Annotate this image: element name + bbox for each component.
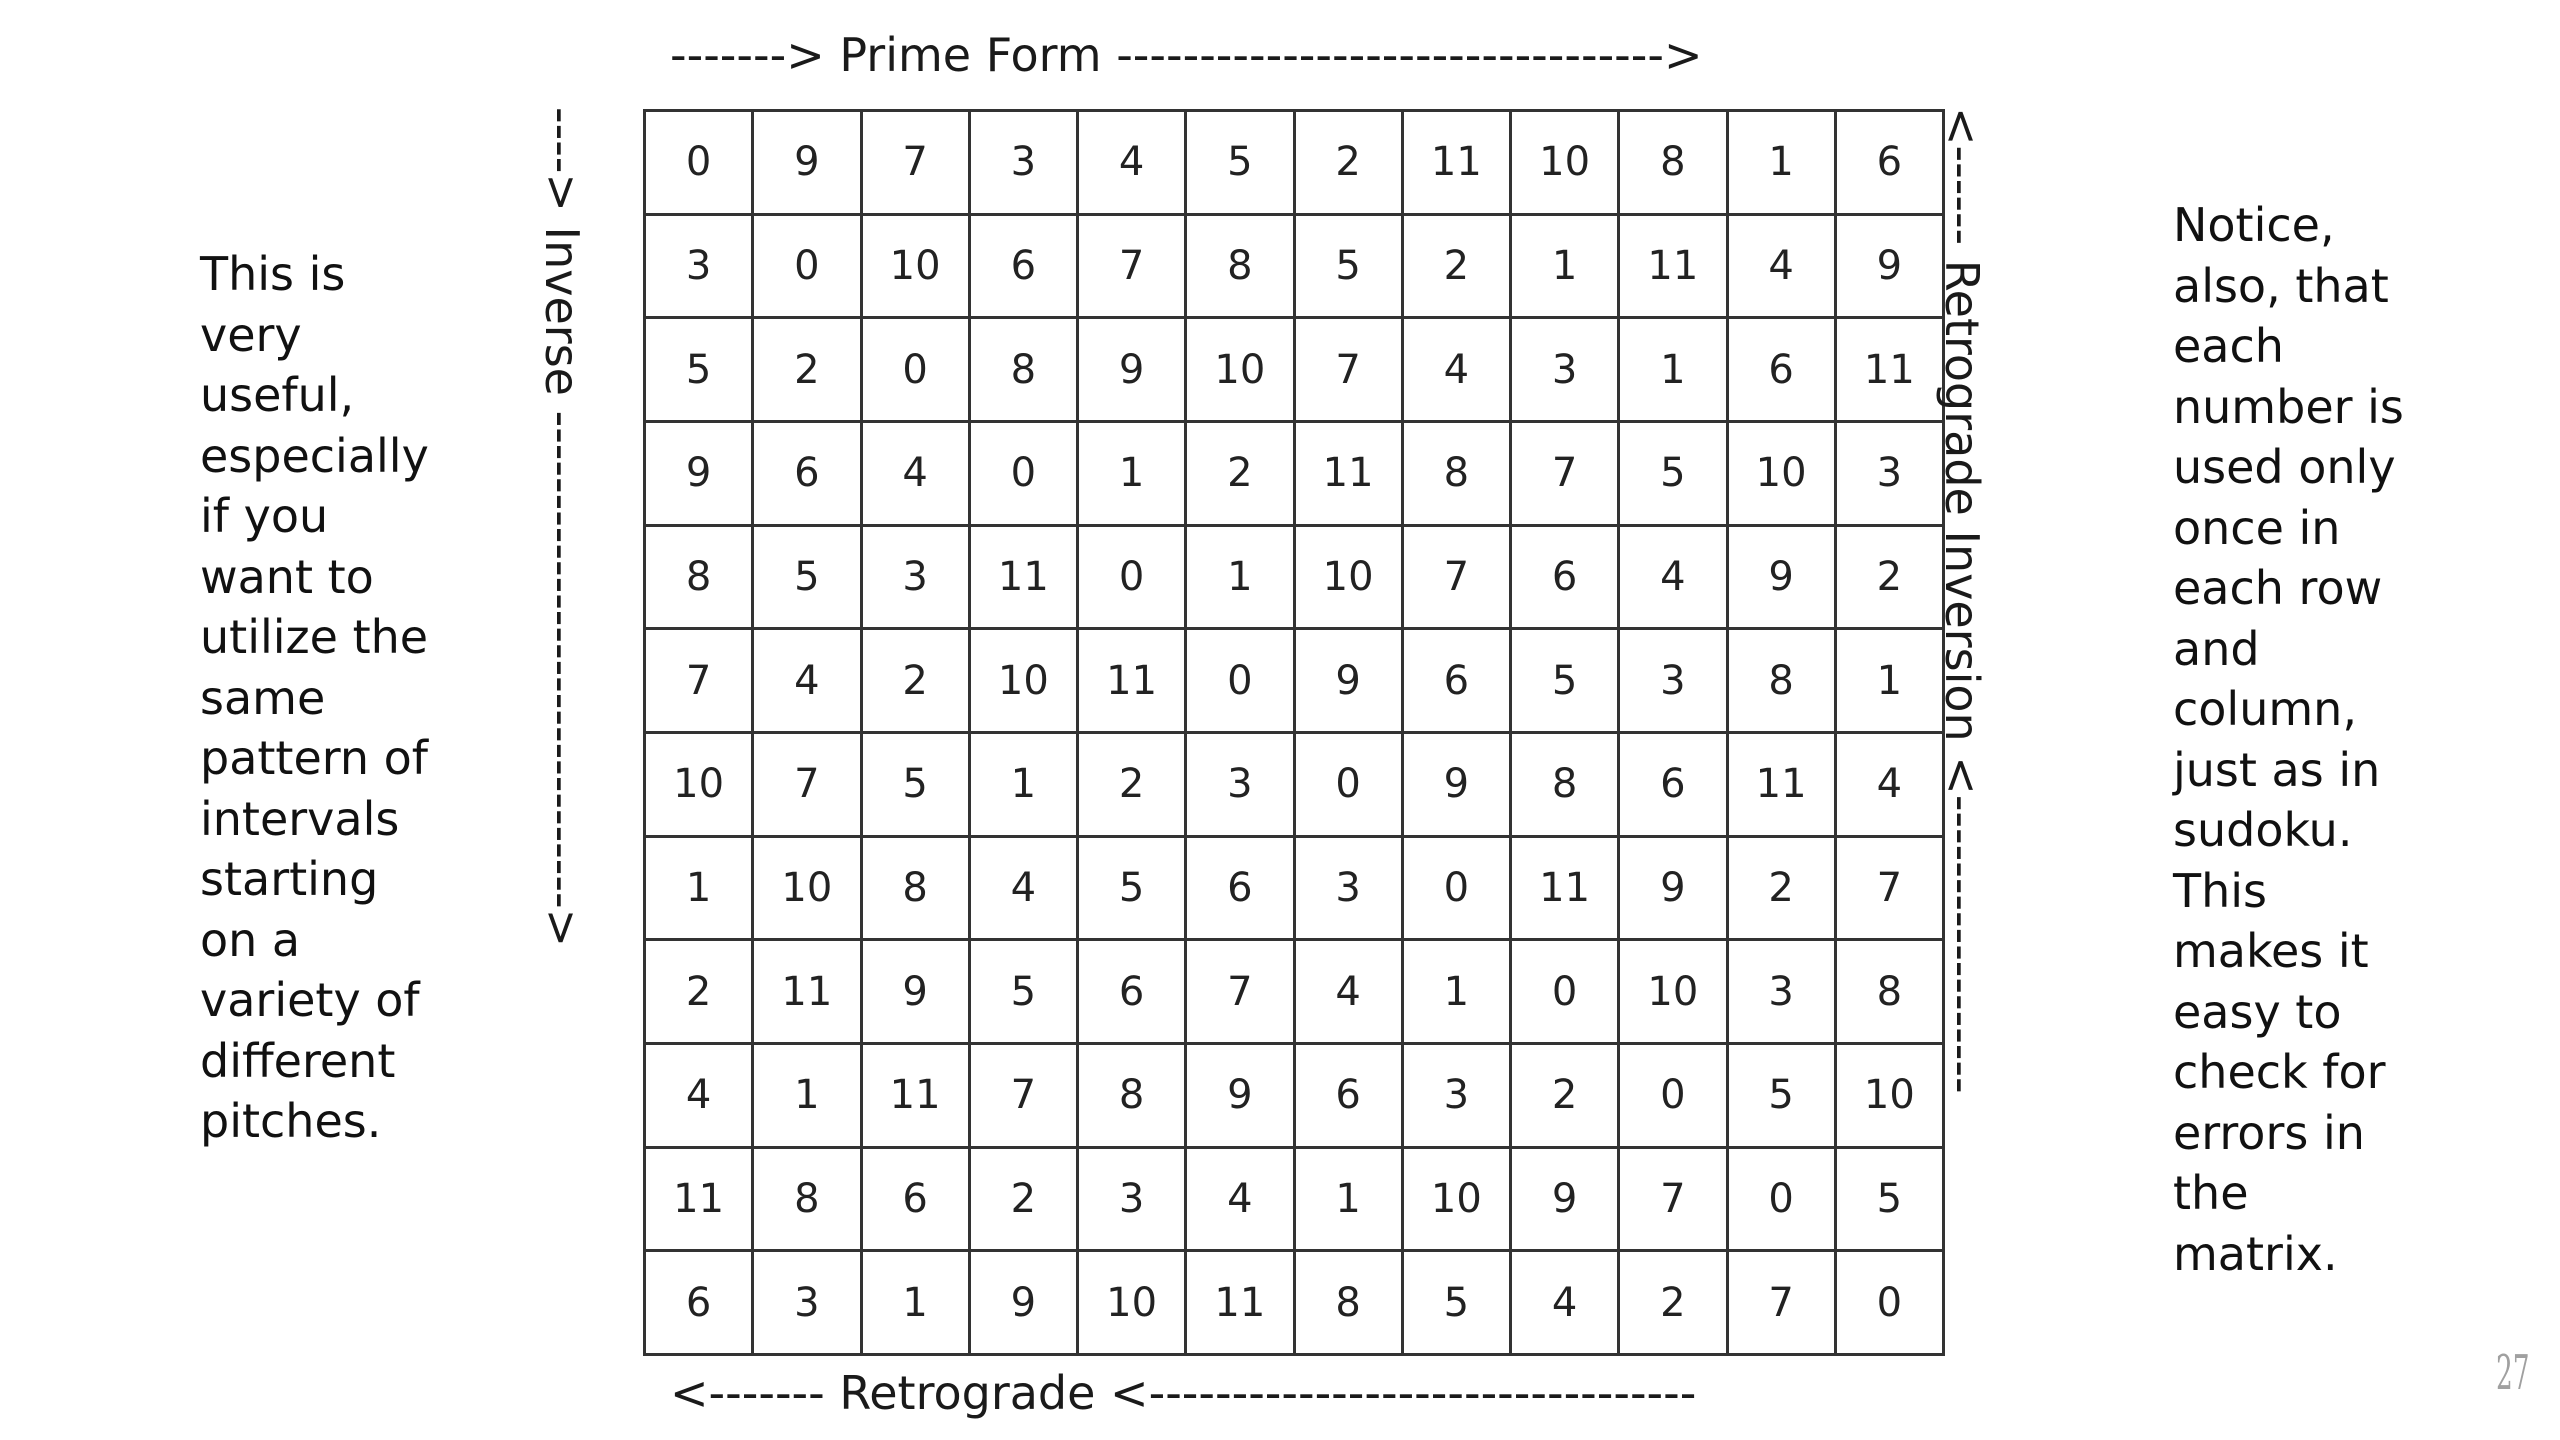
matrix-row [645,1251,1944,1355]
matrix-row [645,525,1944,629]
matrix-row [645,1147,1944,1251]
matrix-row [645,836,1944,940]
note-line: intervals [200,791,400,846]
matrix-row [645,111,1944,215]
matrix-cell: 9 [1294,629,1402,733]
matrix-cell: 8 [1835,940,1943,1044]
matrix-cell: 9 [1186,1043,1294,1147]
matrix-cell: 2 [753,318,861,422]
matrix-cell: 9 [1078,318,1186,422]
note-line: utilize the [200,610,429,664]
matrix-cell: 8 [1078,1043,1186,1147]
matrix-cell: 2 [1727,836,1835,940]
matrix-cell: 10 [1727,421,1835,525]
matrix-cell: 2 [1186,421,1294,525]
note-line: just as in [2173,742,2381,797]
matrix-cell: 10 [753,836,861,940]
matrix-cell: 10 [969,629,1077,733]
matrix-cell: 0 [753,214,861,318]
matrix-cell: 7 [1619,1147,1727,1251]
note-line: Notice, [2173,198,2335,252]
matrix-cell: 4 [1835,732,1943,836]
matrix-cell: 1 [969,732,1077,836]
matrix-cell: 7 [969,1043,1077,1147]
matrix-cell: 0 [1402,836,1510,940]
matrix-cell: 7 [753,732,861,836]
matrix-cell: 10 [645,732,753,836]
matrix-cell: 0 [1511,940,1619,1044]
matrix-cell: 3 [645,214,753,318]
matrix-cell: 1 [861,1251,969,1355]
matrix-cell: 1 [1078,421,1186,525]
matrix-cell: 6 [1727,318,1835,422]
note-line: each [2173,319,2284,373]
matrix-cell: 9 [1402,732,1510,836]
matrix-cell: 11 [1511,836,1619,940]
matrix-row [645,421,1944,525]
matrix-cell: 4 [753,629,861,733]
matrix-cell: 6 [1511,525,1619,629]
matrix-cell: 1 [1727,111,1835,215]
matrix-cell: 4 [1294,940,1402,1044]
matrix-row [645,1043,1944,1147]
matrix-cell: 5 [1294,214,1402,318]
matrix-cell: 3 [753,1251,861,1355]
matrix-cell: 5 [1835,1147,1943,1251]
matrix-cell: 3 [1727,940,1835,1044]
matrix-cell: 11 [1727,732,1835,836]
note-line: easy to [2173,984,2342,1039]
retrograde-label: <------- Retrograde <--------------------------------- [670,1366,1697,1420]
matrix-cell: 5 [645,318,753,422]
matrix-cell: 9 [1727,525,1835,629]
note-line: This is [200,247,346,301]
matrix-cell: 8 [1294,1251,1402,1355]
matrix-cell: 1 [1835,629,1943,733]
matrix-cell: 3 [1511,318,1619,422]
matrix-cell: 5 [1511,629,1619,733]
note-line: number is [2173,379,2404,434]
matrix-cell: 7 [1727,1251,1835,1355]
matrix-cell: 1 [1511,214,1619,318]
matrix-cell: 0 [1078,525,1186,629]
note-line: once in [2173,500,2341,555]
matrix-cell: 8 [1402,421,1510,525]
retrograde-inversion-label: <------ Retrograde Inversion <------------------ [1935,107,1989,1094]
matrix-cell: 3 [1078,1147,1186,1251]
note-line: pitches. [200,1094,382,1148]
note-line: if you [200,489,329,543]
matrix-cell: 1 [753,1043,861,1147]
matrix-cell: 7 [1835,836,1943,940]
matrix-cell: 5 [969,940,1077,1044]
note-line: sudoku. [2173,803,2353,857]
twelve-tone-matrix [643,109,1945,1356]
matrix-row [645,940,1944,1044]
matrix-cell: 7 [1402,525,1510,629]
matrix-row [645,629,1944,733]
note-line: errors in [2173,1105,2365,1160]
matrix-cell: 3 [1402,1043,1510,1147]
matrix-cell: 1 [1294,1147,1402,1251]
matrix-cell: 5 [1619,421,1727,525]
matrix-cell: 9 [645,421,753,525]
note-line: useful, [200,368,355,422]
matrix-cell: 5 [1727,1043,1835,1147]
matrix-cell: 4 [1619,525,1727,629]
matrix-cell: 11 [645,1147,753,1251]
matrix-cell: 6 [1402,629,1510,733]
matrix-cell: 9 [1619,836,1727,940]
matrix-cell: 8 [1619,111,1727,215]
matrix-cell: 8 [969,318,1077,422]
matrix-cell: 4 [1511,1251,1619,1355]
matrix-cell: 9 [861,940,969,1044]
matrix-cell: 10 [1619,940,1727,1044]
note-line: pattern of [200,731,428,785]
matrix-cell: 3 [1619,629,1727,733]
matrix-cell: 2 [1511,1043,1619,1147]
matrix-cell: 3 [1186,732,1294,836]
matrix-cell: 11 [861,1043,969,1147]
matrix-cell: 10 [1186,318,1294,422]
matrix-cell: 5 [1186,111,1294,215]
matrix-cell: 10 [1511,111,1619,215]
note-line: same [200,670,326,725]
note-line: very [200,307,302,362]
note-line: matrix. [2173,1226,2338,1281]
matrix-cell: 4 [1186,1147,1294,1251]
matrix-cell: 7 [1078,214,1186,318]
matrix-cell: 8 [1186,214,1294,318]
note-line: each row [2173,561,2383,615]
note-line: especially [200,428,429,483]
matrix-cell: 8 [861,836,969,940]
matrix-cell: 10 [861,214,969,318]
matrix-cell: 2 [1294,111,1402,215]
matrix-cell: 2 [645,940,753,1044]
left-note [200,244,460,1152]
matrix-cell: 5 [753,525,861,629]
matrix-cell: 8 [1727,629,1835,733]
right-note [2173,195,2433,1284]
matrix-cell: 2 [1835,525,1943,629]
note-line: variety of [200,973,420,1027]
matrix-cell: 0 [1294,732,1402,836]
matrix-cell: 10 [1402,1147,1510,1251]
matrix-cell: 0 [1727,1147,1835,1251]
matrix-cell: 11 [1619,214,1727,318]
matrix-cell: 7 [645,629,753,733]
matrix-cell: 5 [1402,1251,1510,1355]
matrix-cell: 1 [1402,940,1510,1044]
matrix-cell: 3 [1835,421,1943,525]
matrix-cell: 1 [1186,525,1294,629]
matrix-cell: 1 [645,836,753,940]
matrix-cell: 7 [1511,421,1619,525]
matrix-cell: 4 [1727,214,1835,318]
matrix-cell: 5 [861,732,969,836]
matrix-cell: 9 [1511,1147,1619,1251]
matrix-cell: 11 [753,940,861,1044]
matrix-cell: 6 [1835,111,1943,215]
matrix-cell: 10 [1294,525,1402,629]
note-line: also, that [2173,258,2389,313]
matrix-cell: 9 [1835,214,1943,318]
note-line: check for [2173,1045,2386,1099]
matrix-row [645,214,1944,318]
matrix-cell: 6 [1186,836,1294,940]
matrix-cell: 8 [753,1147,861,1251]
matrix-row [645,732,1944,836]
matrix-cell: 11 [1835,318,1943,422]
matrix-cell: 0 [1835,1251,1943,1355]
note-line: makes it [2173,924,2369,978]
matrix-cell: 2 [1619,1251,1727,1355]
note-line: column, [2173,682,2357,736]
matrix-cell: 4 [1402,318,1510,422]
note-line: want to [200,549,374,604]
matrix-cell: 11 [1294,421,1402,525]
matrix-cell: 0 [645,111,753,215]
matrix-cell: 2 [1402,214,1510,318]
note-line: This [2173,863,2267,918]
note-line: and [2173,621,2260,676]
matrix-cell: 10 [1078,1251,1186,1355]
matrix-cell: 9 [753,111,861,215]
matrix-cell: 0 [861,318,969,422]
note-line: the [2173,1166,2249,1220]
matrix-cell: 2 [969,1147,1077,1251]
matrix-cell: 11 [969,525,1077,629]
prime-form-label: -------> Prime Form ---------------------------------> [670,28,1703,82]
matrix-cell: 5 [1078,836,1186,940]
matrix-cell: 7 [1186,940,1294,1044]
matrix-cell: 3 [1294,836,1402,940]
note-line: on a [200,912,301,967]
matrix-cell: 6 [861,1147,969,1251]
note-line: different [200,1033,396,1088]
matrix-cell: 1 [1619,318,1727,422]
matrix-cell: 6 [1619,732,1727,836]
matrix-cell: 4 [969,836,1077,940]
matrix-row [645,318,1944,422]
page-number: 27 [2496,1345,2530,1401]
note-line: starting [200,852,379,906]
matrix-cell: 8 [1511,732,1619,836]
matrix-cell: 11 [1402,111,1510,215]
matrix-cell: 6 [1078,940,1186,1044]
note-line: used only [2173,440,2396,494]
matrix-cell: 6 [645,1251,753,1355]
matrix-cell: 9 [969,1251,1077,1355]
matrix-cell: 2 [861,629,969,733]
matrix-cell: 4 [861,421,969,525]
matrix-cell: 6 [1294,1043,1402,1147]
matrix-cell: 3 [861,525,969,629]
matrix-cell: 7 [1294,318,1402,422]
matrix-cell: 0 [969,421,1077,525]
matrix-cell: 2 [1078,732,1186,836]
matrix-cell: 11 [1078,629,1186,733]
matrix-cell: 10 [1835,1043,1943,1147]
matrix-cell: 0 [1619,1043,1727,1147]
matrix-cell: 0 [1186,629,1294,733]
matrix-cell: 6 [753,421,861,525]
inverse-label: ----> Inverse ------------------------------> [535,107,589,948]
matrix-cell: 8 [645,525,753,629]
matrix-cell: 11 [1186,1251,1294,1355]
matrix-cell: 6 [969,214,1077,318]
matrix-cell: 3 [969,111,1077,215]
matrix-cell: 4 [645,1043,753,1147]
matrix-cell: 4 [1078,111,1186,215]
matrix-cell: 7 [861,111,969,215]
